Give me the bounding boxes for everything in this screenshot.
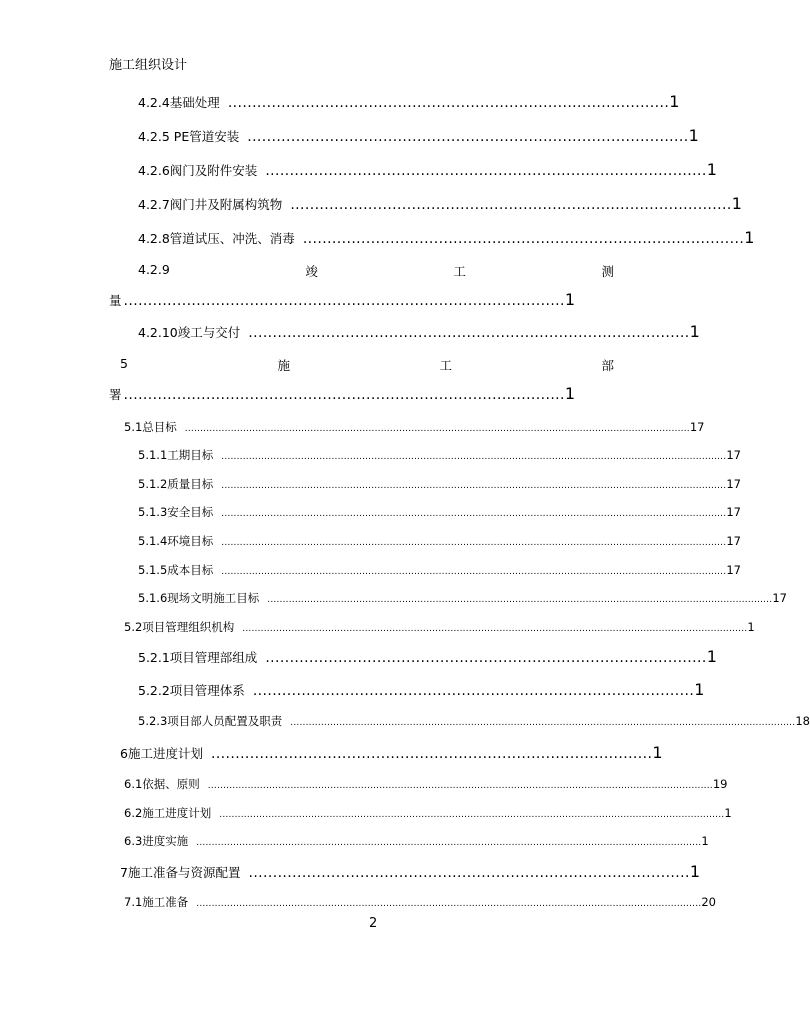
toc-entry[interactable] xyxy=(124,419,705,435)
toc-entry-title: 5.2项目管理组织机构 xyxy=(124,620,235,634)
toc-leader: ........................................................................................... xyxy=(247,129,689,145)
toc-leader: ........................................................................................... xyxy=(248,325,690,341)
toc-entry[interactable] xyxy=(138,562,741,578)
toc-page-number: 1 xyxy=(744,228,755,247)
toc-page-number: 1 xyxy=(724,806,732,820)
toc-entry[interactable] xyxy=(124,894,716,910)
toc-entry-title: 4.2.10竣工与交付 xyxy=(138,325,241,340)
toc-leader: ..................................................................................................................................................................... xyxy=(242,624,748,634)
toc-entry-title: 5.2.2项目管理体系 xyxy=(138,683,245,698)
toc-page-number: 17 xyxy=(689,420,705,434)
toc-leader: ........................................................................................... xyxy=(252,683,695,699)
toc-page-number: 1 xyxy=(706,647,717,666)
toc-entry[interactable] xyxy=(138,504,741,520)
toc-entry-title: 5.1总目标 xyxy=(124,420,177,434)
toc-entry-char: 施 xyxy=(277,358,290,373)
toc-page-number: 17 xyxy=(726,477,741,491)
toc-page-number: 1 xyxy=(747,620,755,634)
toc-entry-title: 4.2.4基础处理 xyxy=(138,95,220,110)
toc-entry-title: 5.1.6现场文明施工目标 xyxy=(138,591,260,605)
toc-leader: ........................................................................................... xyxy=(290,197,732,213)
toc-entry[interactable] xyxy=(138,447,741,463)
toc-entry-title: 5.1.1工期目标 xyxy=(138,448,214,462)
page-header: 施工组织设计 xyxy=(109,58,188,73)
toc-entry-title: 5.1.3安全目标 xyxy=(138,505,214,519)
page-number: 2 xyxy=(369,916,378,931)
toc-entry[interactable] xyxy=(124,776,728,792)
toc-entry-title: 7施工准备与资源配置 xyxy=(120,865,241,880)
toc-page-number: 1 xyxy=(701,834,709,848)
toc-page-number: 17 xyxy=(772,591,787,605)
toc-leader: ..................................................................................................................................................................... xyxy=(207,781,713,791)
toc-entry-title: 6施工进度计划 xyxy=(120,746,203,761)
toc-entry[interactable] xyxy=(138,533,741,549)
toc-page-number: 1 xyxy=(652,743,663,762)
toc-entry-title: 6.1依据、原则 xyxy=(124,777,200,791)
toc-leader: ........................................................................................... xyxy=(302,231,745,247)
toc-entry-char: 工 xyxy=(439,358,452,373)
toc-page-number: 1 xyxy=(706,160,717,179)
toc-leader: ........................................................................................... xyxy=(227,95,670,111)
toc-leader: ..................................................................................................................................................................... xyxy=(221,452,727,462)
toc-entry-title: 4.2.6阀门及附件安装 xyxy=(138,163,258,178)
toc-entry[interactable] xyxy=(138,590,787,606)
toc-entry[interactable] xyxy=(124,805,732,821)
toc-entry-title: 5.1.2质量目标 xyxy=(138,477,214,491)
toc-page-number: 17 xyxy=(726,448,741,462)
toc-entry-continuation[interactable] xyxy=(109,290,576,309)
toc-page-number: 1 xyxy=(731,194,742,213)
toc-page-number: 17 xyxy=(726,563,741,577)
toc-page-number: 1 xyxy=(564,384,576,403)
toc-entry[interactable] xyxy=(138,476,741,492)
toc-leader: ........................................................................................... xyxy=(210,746,653,762)
toc-leader: ..................................................................................................................................................................... xyxy=(221,509,727,519)
toc-leader: ..................................................................................................................................................................... xyxy=(267,595,773,605)
toc-page-number: 1 xyxy=(689,322,700,341)
toc-entry-title: 量 xyxy=(109,293,122,308)
toc-page-number: 1 xyxy=(688,126,699,145)
toc-page-number: 1 xyxy=(694,680,705,699)
toc-page-number: 1 xyxy=(564,290,576,309)
toc-leader: ........................................................................................... xyxy=(123,387,565,403)
toc-entry-title: 5.1.5成本目标 xyxy=(138,563,214,577)
toc-page-number: 17 xyxy=(726,534,741,548)
toc-page-number: 19 xyxy=(712,777,728,791)
toc-entry[interactable] xyxy=(138,160,717,179)
toc-entry-char: 测 xyxy=(601,264,614,279)
toc-entry[interactable] xyxy=(138,92,680,111)
toc-entry-continuation[interactable] xyxy=(109,384,576,403)
toc-entry[interactable] xyxy=(138,194,742,213)
toc-entry[interactable] xyxy=(124,619,755,635)
toc-entry[interactable] xyxy=(120,862,701,881)
toc-entry[interactable] xyxy=(138,228,755,247)
toc-leader: ..................................................................................................................................................................... xyxy=(221,481,727,491)
toc-entry[interactable] xyxy=(120,743,663,762)
toc-page-number: 20 xyxy=(701,895,716,909)
toc-entry-title: 署 xyxy=(109,387,122,402)
toc-leader: ..................................................................................................................................................................... xyxy=(219,810,725,820)
toc-leader: ..................................................................................................................................................................... xyxy=(196,899,702,909)
toc-entry-char: 部 xyxy=(601,358,614,373)
toc-entry[interactable] xyxy=(124,833,709,849)
toc-entry-justified[interactable] xyxy=(138,262,614,280)
toc-entry-title: 6.2施工进度计划 xyxy=(124,806,212,820)
toc-page-number: 18 xyxy=(795,714,810,728)
toc-leader: ........................................................................................... xyxy=(265,163,707,179)
toc-page-number: 1 xyxy=(669,92,680,111)
toc-entry[interactable] xyxy=(138,322,700,341)
toc-leader: ..................................................................................................................................................................... xyxy=(221,538,727,548)
toc-entry-title: 5.2.3项目部人员配置及职责 xyxy=(138,714,283,728)
toc-entry-justified[interactable] xyxy=(120,356,614,374)
toc-leader: ..................................................................................................................................................................... xyxy=(196,838,702,848)
toc-entry-number: 4.2.9 xyxy=(138,262,170,277)
toc-entry-char: 工 xyxy=(453,264,466,279)
toc-entry-char: 竣 xyxy=(305,264,318,279)
toc-entry[interactable] xyxy=(138,647,717,666)
toc-entry-title: 6.3进度实施 xyxy=(124,834,189,848)
toc-page-number: 1 xyxy=(689,862,701,881)
toc-entry-title: 7.1施工准备 xyxy=(124,895,189,909)
toc-entry-number: 5 xyxy=(120,356,128,371)
toc-entry[interactable] xyxy=(138,680,705,699)
toc-leader: ..................................................................................................................................................................... xyxy=(221,567,727,577)
toc-page-number: 17 xyxy=(726,505,741,519)
toc-entry[interactable] xyxy=(138,713,810,729)
toc-leader: ..................................................................................................................................................................... xyxy=(290,718,796,728)
toc-entry-title: 5.2.1项目管理部组成 xyxy=(138,650,258,665)
toc-entry-title: 4.2.5 PE管道安装 xyxy=(138,129,240,144)
toc-leader: ..................................................................................................................................................................... xyxy=(184,424,690,434)
toc-leader: ........................................................................................... xyxy=(123,293,565,309)
toc-leader: ........................................................................................... xyxy=(248,865,690,881)
toc-entry[interactable] xyxy=(138,126,699,145)
toc-entry-title: 4.2.7阀门井及附属构筑物 xyxy=(138,197,283,212)
toc-entry-title: 4.2.8管道试压、冲洗、消毒 xyxy=(138,231,295,246)
toc-entry-title: 5.1.4环境目标 xyxy=(138,534,214,548)
toc-leader: ........................................................................................... xyxy=(265,650,707,666)
